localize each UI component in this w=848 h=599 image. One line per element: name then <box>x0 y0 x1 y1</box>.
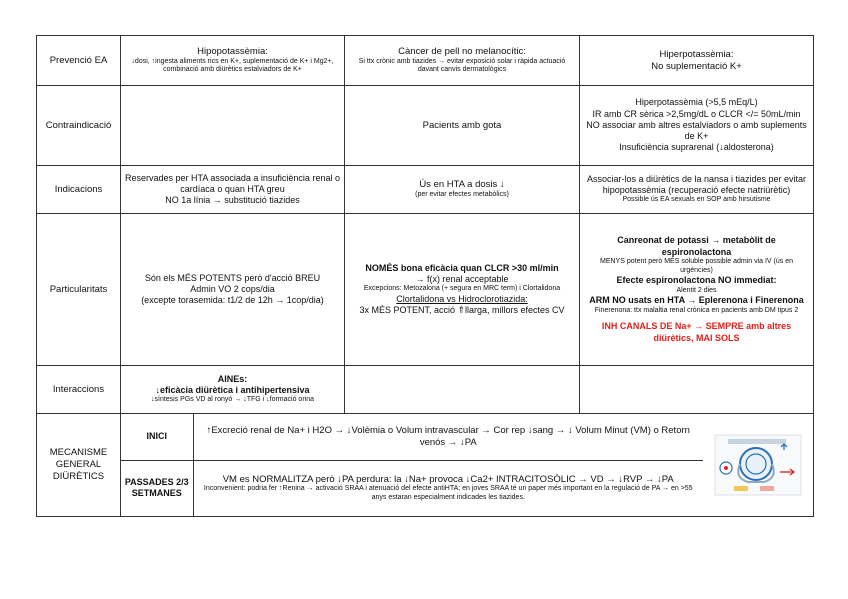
partic-sparing-cell <box>580 214 814 366</box>
prevencio-sparing-cell <box>580 36 814 86</box>
mecanisme-cell <box>121 414 814 517</box>
indic-loop-text-2: NO 1a línia → substitució tiazides <box>165 195 300 206</box>
prevencio-loop-title: Hipopotassèmia: <box>197 45 268 57</box>
partic-loop-line-2: Admin VO 2 cops/dia <box>190 283 275 294</box>
indic-loop-text: Reservades per HTA associada a insuficiència renal o cardíaca o quan HTA greu <box>125 172 340 194</box>
mecanisme-diagram-cell <box>703 414 813 516</box>
interac-bold: ↓eficàcia diürètica i antihipertensiva <box>155 385 310 396</box>
contra-thiazide-cell: Pacients amb gota <box>345 86 580 166</box>
prevencio-sparing-body: No suplementació K+ <box>651 60 742 72</box>
row-contraindicacio <box>37 86 814 166</box>
prevencio-thiazide-title: Càncer de pell no melanocític: <box>398 45 526 57</box>
partic-sparing-line-2: MENYS potent però MÉS soluble possible admin via IV (ús en urgències) <box>600 257 793 274</box>
row-interaccions <box>37 366 814 414</box>
prevencio-loop-cell <box>121 36 345 86</box>
prevencio-sparing-title: Hiperpotassèmia: <box>659 48 734 60</box>
indic-thiazide-sub: (per evitar efectes metabòlics) <box>415 191 509 199</box>
passades-text: VM es NORMALITZA però ↓PA perdura: la ↓Na+ provoca ↓Ca2+ INTRACITOSÒLIC → VD → ↓RVP → ↓PA <box>222 473 674 485</box>
indic-thiazide-cell <box>345 166 580 214</box>
partic-thiazide-line-2: → f(x) renal acceptable <box>415 273 509 284</box>
partic-loop-line-3: (excepte torasemida: t1/2 de 12h → 1cop/dia) <box>141 295 324 306</box>
passades-cell <box>193 460 703 516</box>
row-mecanisme <box>37 414 814 517</box>
row-label-mecanisme: MECANISME GENERAL DIÜRÈTICS <box>37 414 121 517</box>
partic-sparing-line-1: Canreonat de potassi → metabòlit de espironolactona <box>617 235 776 257</box>
partic-thiazide-line-4: Clortalidona vs Hidroclorotiazida: <box>396 293 528 304</box>
row-prevencio <box>37 36 814 86</box>
row-label-indicacions: Indicacions <box>37 166 121 214</box>
passades-sub: Inconvenient: podria fer ↑Renina → activació SRAA i atenuació del efecte antiHTA; en joves SRAA té un paper més important en la regulació de PA → en >55 anys estaran especialment indicades les tiazides. <box>203 485 693 502</box>
prevencio-thiazide-body: Si ttx crònic amb tiazides → evitar exposició solar i ràpida actuació davant canvis dermatològics <box>358 57 566 74</box>
kidney-mechanism-diagram <box>714 434 802 496</box>
partic-thiazide-cell <box>345 214 580 366</box>
interac-thiazide-cell <box>345 366 580 414</box>
interac-sub: ↓síntesis PGs VD al ronyó → ↓TFG i ↓formació orina <box>151 396 314 404</box>
interac-sparing-cell <box>580 366 814 414</box>
partic-sparing-line-5: ARM NO usats en HTA → Eplerenona i Finerenona <box>589 295 804 306</box>
partic-sparing-line-3: Efecte espironolactona NO immediat: <box>616 275 777 286</box>
prevencio-thiazide-cell <box>345 36 580 86</box>
indic-sparing-cell <box>580 166 814 214</box>
interac-loop-cell <box>121 366 345 414</box>
passades-label: PASSADES 2/3 SETMANES <box>121 460 193 516</box>
diuretics-table <box>36 35 814 517</box>
interac-title: AINEs: <box>217 373 248 384</box>
partic-sparing-warning: INH CANALS DE Na+ → SEMPRE amb altres diürètics, MAI SOLS <box>601 321 792 343</box>
partic-loop-line-1: Són els MÉS POTENTS però d'acció BREU <box>144 272 321 283</box>
mecanisme-subtable <box>121 414 813 516</box>
contra-line-3: NO associar amb altres estalviadors o amb suplements de K+ <box>586 119 807 142</box>
row-label-prevencio: Prevenció EA <box>37 36 121 86</box>
contra-line-2: IR amb CR sèrica >2,5mg/dL o CLCR </= 50mL/min <box>592 108 801 119</box>
partic-sparing-line-4: Alentit 2 dies <box>676 286 717 294</box>
indic-loop-cell <box>121 166 345 214</box>
contra-line-4: Insuficiència suprarenal (↓aldosterona) <box>619 142 774 153</box>
contra-sparing-cell <box>580 86 814 166</box>
row-label-contraindicacio: Contraindicació <box>37 86 121 166</box>
indic-sparing-sub: Possible ús EA sexuals en SOP amb hirsutisme <box>622 196 771 204</box>
partic-thiazide-line-3: Excepcions: Metozalona (+ segura en MRC term) i Clortalidona <box>363 285 561 293</box>
inici-label: INICI <box>121 414 193 460</box>
row-indicacions <box>37 166 814 214</box>
contra-loop-cell <box>121 86 345 166</box>
partic-thiazide-line-5: 3x MÉS POTENT, acció ⇑llarga, millors efectes CV <box>359 305 565 316</box>
partic-sparing-line-6: Finerenona: ttx malaltia renal crònica en pacients amb DM tipus 2 <box>594 306 799 314</box>
inici-text: ↑Excreció renal de Na+ i H2O → ↓Volèmia o Volum intravascular → Cor rep ↓sang → ↓ Volum Minut (VM) o Retorn venós → ↓PA <box>193 414 703 460</box>
row-label-interaccions: Interaccions <box>37 366 121 414</box>
indic-thiazide-main: Ús en HTA a dosis ↓ <box>419 179 505 191</box>
prevencio-loop-body: ↓dosi, ↑ingesta aliments rics en K+, suplementació de K+ i Mg2+, combinació amb diürètics estalviadors de K+ <box>131 57 334 74</box>
contra-line-1: Hiperpotassèmia (>5,5 mEq/L) <box>635 97 758 108</box>
partic-thiazide-line-1: NOMÉS bona eficàcia quan CLCR >30 ml/min <box>365 262 559 273</box>
row-label-particularitats: Particularitats <box>37 214 121 366</box>
row-particularitats <box>37 214 814 366</box>
partic-loop-cell <box>121 214 345 366</box>
indic-sparing-main: Associar-los a diürètics de la nansa i tiazides per evitar hipopotassèmia (recuperació efecte natriürètic) <box>586 173 807 196</box>
